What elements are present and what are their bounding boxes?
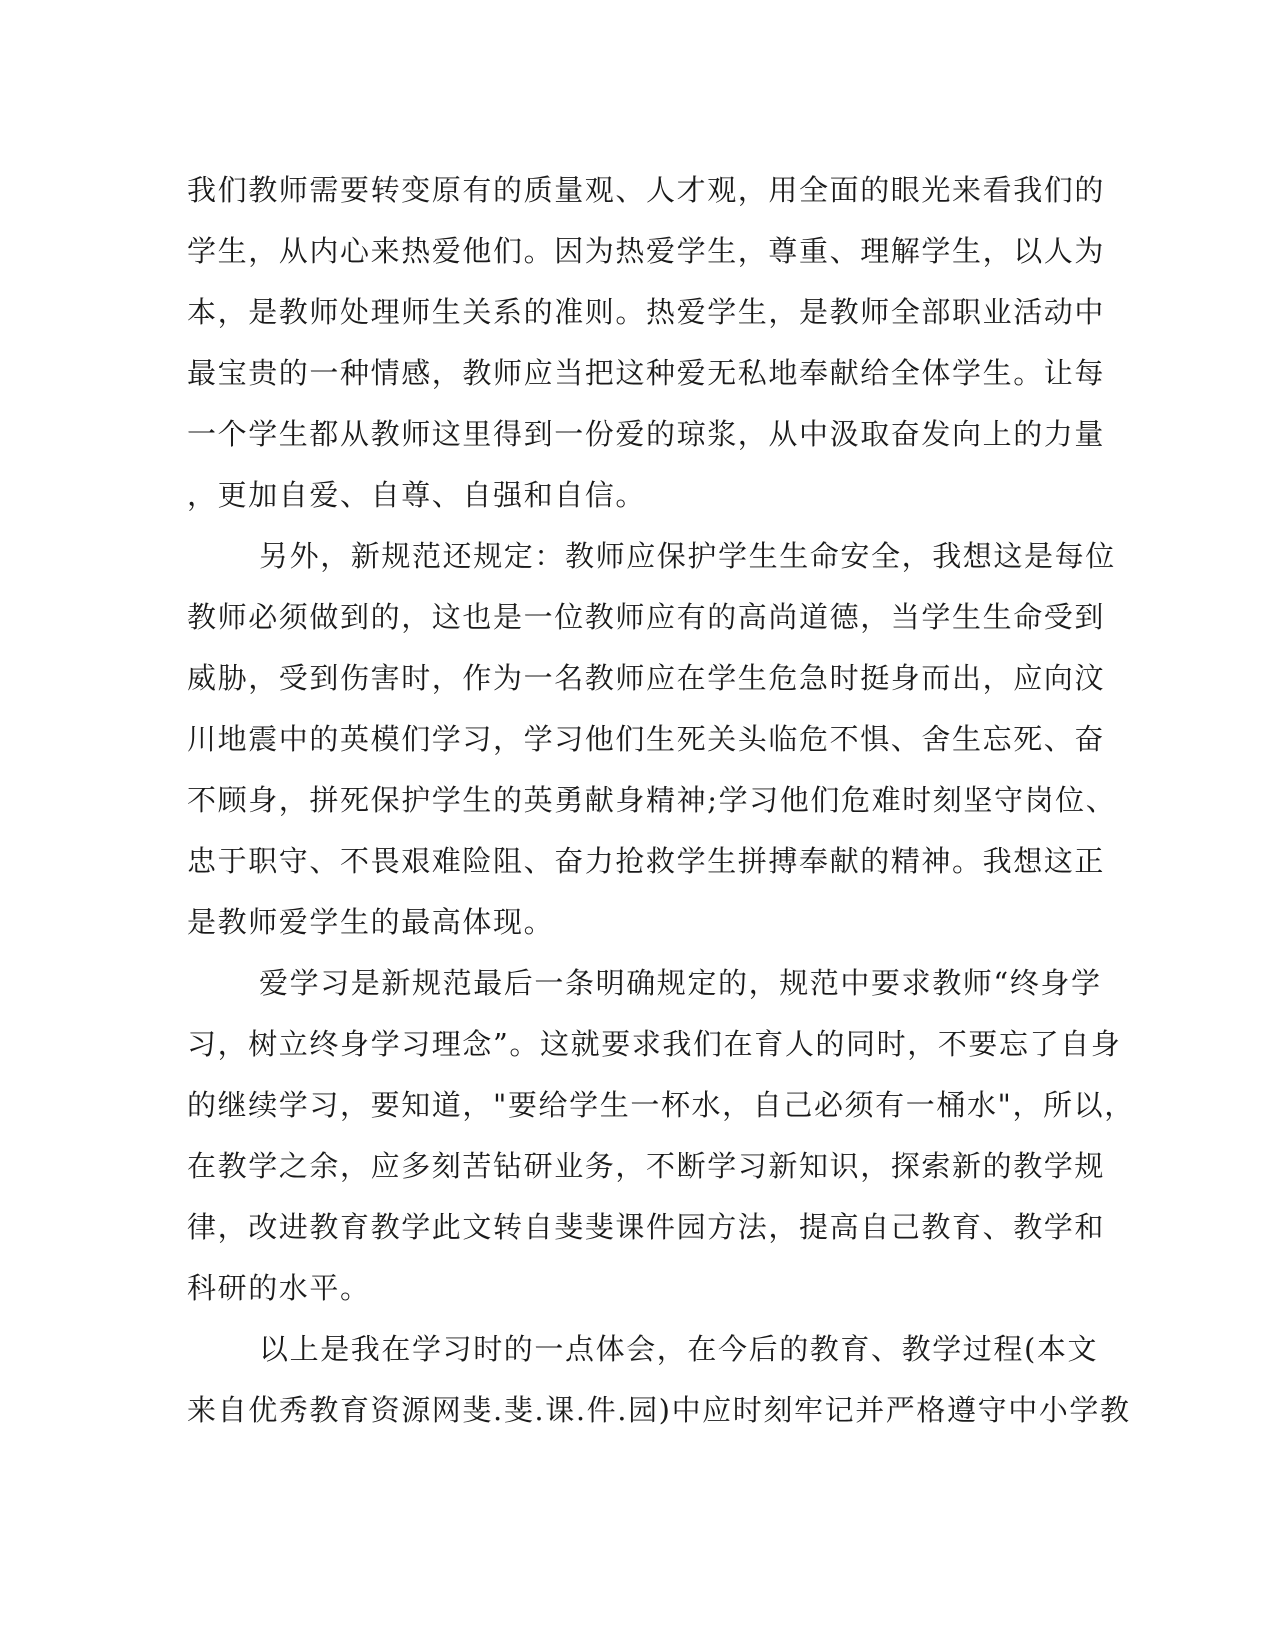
text-line: 一个学生都从教师这里得到一份爱的琼浆，从中汲取奋发向上的力量 [187,417,1106,451]
text-line: 的继续学习，要知道，"要给学生一杯水，自己必须有一桶水"，所以， [187,1088,1135,1122]
text-line: 川地震中的英模们学习，学习他们生死关头临危不惧、舍生忘死、奋 [187,722,1106,756]
text-line: 科研的水平。 [187,1271,371,1305]
text-line: 我们教师需要转变原有的质量观、人才观，用全面的眼光来看我们的 [187,173,1106,207]
text-line: 教师必须做到的，这也是一位教师应有的高尚道德，当学生生命受到 [187,600,1106,634]
text-line: 本，是教师处理师生关系的准则。热爱学生，是教师全部职业活动中 [187,295,1106,329]
paragraph [187,953,1135,1319]
paragraph [187,526,1117,953]
text-line: 最宝贵的一种情感，教师应当把这种爱无私地奉献给全体学生。让每 [187,356,1106,390]
text-line: 威胁，受到伤害时，作为一名教师应在学生危急时挺身而出，应向汶 [187,661,1106,695]
text-line: 律，改进教育教学此文转自斐斐课件园方法，提高自己教育、教学和 [187,1210,1106,1244]
text-line: 在教学之余，应多刻苦钻研业务，不断学习新知识，探索新的教学规 [187,1149,1106,1183]
text-line: 是教师爱学生的最高体现。 [187,905,555,939]
text-line: 习，树立终身学习理念”。这就要求我们在育人的同时，不要忘了自身 [187,1027,1122,1061]
paragraph [187,160,1106,526]
text-line: 以上是我在学习时的一点体会，在今后的教育、教学过程(本文 [259,1332,1099,1366]
text-line: 不顾身，拼死保护学生的英勇献身精神;学习他们危难时刻坚守岗位、 [187,783,1117,817]
text-line: 学生，从内心来热爱他们。因为热爱学生，尊重、理解学生，以人为 [187,234,1106,268]
text-line: 忠于职守、不畏艰难险阻、奋力抢救学生拼搏奉献的精神。我想这正 [187,844,1106,878]
text-line: ，更加自爱、自尊、自强和自信。 [187,478,647,512]
text-line: 来自优秀教育资源网斐.斐.课.件.园)中应时刻牢记并严格遵守中小学教 [187,1393,1131,1427]
paragraph [187,1319,1131,1441]
text-line: 爱学习是新规范最后一条明确规定的，规范中要求教师“终身学 [259,966,1102,1000]
text-line: 另外，新规范还规定：教师应保护学生生命安全，我想这是每位 [259,539,1116,573]
body-text [187,160,1135,1441]
